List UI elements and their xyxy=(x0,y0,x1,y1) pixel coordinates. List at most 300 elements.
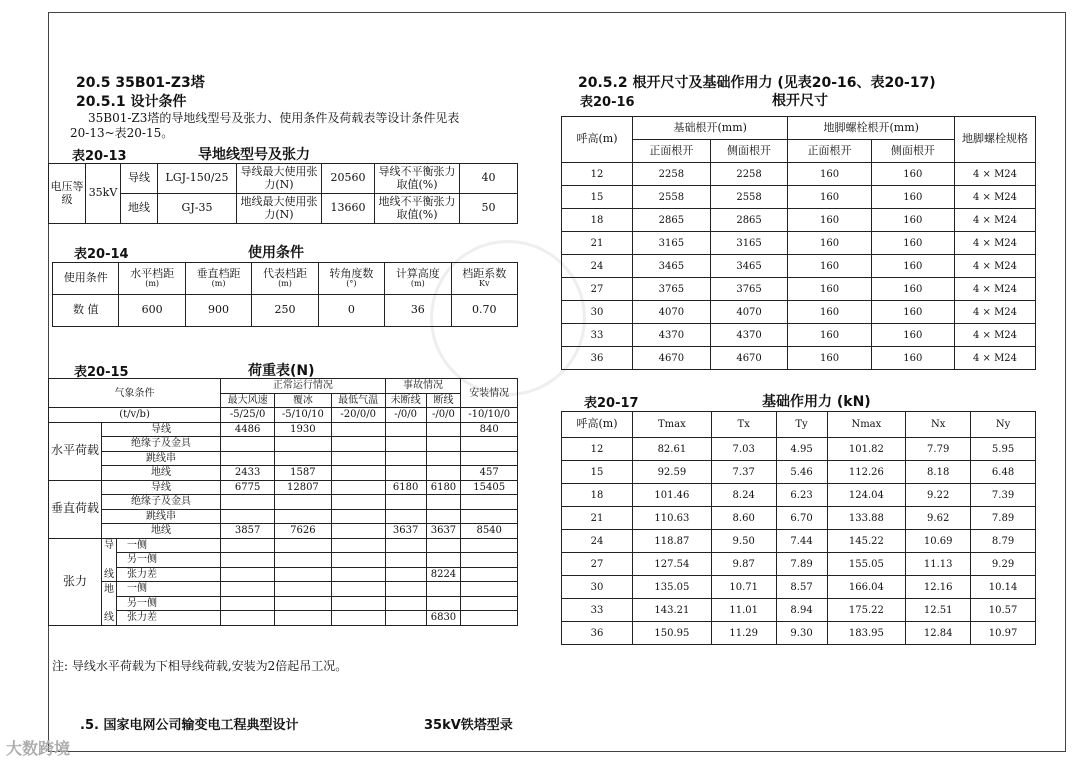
t16-cell: 160 xyxy=(871,347,954,370)
t17-cell: 110.63 xyxy=(633,507,712,530)
t16-cell: 160 xyxy=(871,301,954,324)
t16-cell: 12 xyxy=(562,163,633,186)
t17-title: 基础作用力 (kN) xyxy=(762,394,871,410)
t14-header-unit: (m) xyxy=(145,279,160,289)
t15-code: 表20-15 xyxy=(74,365,129,380)
cond-value-5: -10/10/0 xyxy=(461,408,518,423)
t17-cell: 8.24 xyxy=(711,484,776,507)
note: 注: 导线水平荷载为下相导线荷载,安装为2倍起吊工况。 xyxy=(52,659,348,673)
tension-value xyxy=(221,567,275,582)
tension-value xyxy=(275,553,332,568)
t14-value: 0 xyxy=(318,295,384,327)
t17-cell: 112.26 xyxy=(827,461,906,484)
load-value xyxy=(385,509,426,524)
accident-header: 事故情况 xyxy=(385,379,461,394)
t16-cell: 4670 xyxy=(633,347,711,370)
t17-cell: 7.44 xyxy=(776,530,827,553)
tension-item: 张力差 xyxy=(117,567,221,582)
t17-cell: 11.29 xyxy=(711,622,776,645)
t16-cell: 33 xyxy=(562,324,633,347)
tension-value xyxy=(331,553,385,568)
t14-header-6 xyxy=(451,263,517,295)
t16-cell: 160 xyxy=(788,301,871,324)
t16-cell: 3165 xyxy=(633,232,711,255)
t16-cell: 4070 xyxy=(710,301,788,324)
wire-mark: 线 xyxy=(102,611,117,626)
tension-value xyxy=(221,596,275,611)
t17-cell: 15 xyxy=(562,461,633,484)
tension-value xyxy=(426,596,461,611)
t17-cell: 18 xyxy=(562,484,633,507)
t14-header-unit: (m) xyxy=(211,279,226,289)
load-value xyxy=(461,509,518,524)
load-item: 跳线串 xyxy=(102,451,221,466)
load-value xyxy=(385,422,426,437)
t17-header-6: Ny xyxy=(971,412,1036,438)
wire-mark: 线 xyxy=(102,567,117,582)
t17-cell: 7.89 xyxy=(776,553,827,576)
t17-cell: 10.69 xyxy=(906,530,971,553)
t16-cell: 3465 xyxy=(710,255,788,278)
t17-cell: 8.94 xyxy=(776,599,827,622)
t17-cell: 150.95 xyxy=(633,622,712,645)
cond-value-0: -5/25/0 xyxy=(221,408,275,423)
t17-cell: 133.88 xyxy=(827,507,906,530)
t17-cell: 10.71 xyxy=(711,576,776,599)
load-item: 绝缘子及金具 xyxy=(102,495,221,510)
cond-value-2: -20/0/0 xyxy=(331,408,385,423)
cond-col-1: 覆冰 xyxy=(275,393,332,408)
t16-cell: 3765 xyxy=(710,278,788,301)
t17-cell: 21 xyxy=(562,507,633,530)
load-value xyxy=(275,495,332,510)
t16-cell: 2258 xyxy=(633,163,711,186)
load-value xyxy=(331,480,385,495)
t14-header-unit: (m) xyxy=(410,279,425,289)
t17-cell: 101.46 xyxy=(633,484,712,507)
t17-cell: 118.87 xyxy=(633,530,712,553)
load-item: 地线 xyxy=(102,466,221,481)
t14-header-1 xyxy=(119,263,185,295)
t17-cell: 7.79 xyxy=(906,438,971,461)
t17-cell: 8.18 xyxy=(906,461,971,484)
t17-header-1: Tmax xyxy=(633,412,712,438)
tension-value: 8224 xyxy=(426,567,461,582)
load-value xyxy=(426,437,461,452)
t17-code: 表20-17 xyxy=(584,396,639,411)
weather-label: 气象条件 xyxy=(49,379,221,408)
load-value: 6775 xyxy=(221,480,275,495)
load-value: 1587 xyxy=(275,466,332,481)
t17-header-3: Ty xyxy=(776,412,827,438)
section-title: 20.5 35B01-Z3塔 xyxy=(76,75,205,91)
load-value xyxy=(426,466,461,481)
t16-cell: 4 × M24 xyxy=(955,186,1036,209)
load-item: 导线 xyxy=(102,480,221,495)
tension-value xyxy=(385,567,426,582)
t14-header-5 xyxy=(385,263,451,295)
t17-cell: 155.05 xyxy=(827,553,906,576)
t16-cell: 160 xyxy=(871,186,954,209)
load-value xyxy=(461,451,518,466)
t16-cell: 2258 xyxy=(710,163,788,186)
t14-header-label: 水平档距 xyxy=(130,267,175,281)
t16-cell: 160 xyxy=(788,232,871,255)
tension-value xyxy=(461,553,518,568)
wire-mark xyxy=(102,553,117,568)
t16-cell: 4 × M24 xyxy=(955,209,1036,232)
load-value: 840 xyxy=(461,422,518,437)
load-value xyxy=(221,451,275,466)
t17-cell: 124.04 xyxy=(827,484,906,507)
t17-cell: 11.13 xyxy=(906,553,971,576)
load-value: 7626 xyxy=(275,524,332,539)
t15-title: 荷重表(N) xyxy=(248,363,315,379)
load-value xyxy=(331,466,385,481)
wire-mark: 导 xyxy=(102,538,117,553)
table-20-13 xyxy=(48,163,518,224)
t13-code: 表20-13 xyxy=(72,149,127,164)
t17-cell: 7.89 xyxy=(971,507,1036,530)
load-value xyxy=(385,451,426,466)
t14-row-label: 数 值 xyxy=(53,295,119,327)
conductor-unbal: 40 xyxy=(460,164,518,194)
t17-cell: 24 xyxy=(562,530,633,553)
t17-cell: 6.48 xyxy=(971,461,1036,484)
t16-cell: 160 xyxy=(871,209,954,232)
t16-cell: 160 xyxy=(871,255,954,278)
load-item: 绝缘子及金具 xyxy=(102,437,221,452)
t14-value: 36 xyxy=(385,295,451,327)
t17-cell: 183.95 xyxy=(827,622,906,645)
load-value: 3637 xyxy=(426,524,461,539)
load-value xyxy=(221,509,275,524)
tension-value xyxy=(461,538,518,553)
t17-cell: 143.21 xyxy=(633,599,712,622)
t14-header-2 xyxy=(185,263,251,295)
t17-cell: 82.61 xyxy=(633,438,712,461)
tension-value xyxy=(221,611,275,626)
tension-value xyxy=(331,567,385,582)
t17-cell: 36 xyxy=(562,622,633,645)
t17-cell: 6.70 xyxy=(776,507,827,530)
intro-line-2: 20-13~表20-15。 xyxy=(70,126,174,140)
tension-value xyxy=(221,582,275,597)
t16-code: 表20-16 xyxy=(580,95,635,110)
load-value xyxy=(426,422,461,437)
logo-watermark: 大数跨境 xyxy=(6,739,71,758)
tension-value xyxy=(426,553,461,568)
t14-title: 使用条件 xyxy=(248,245,304,261)
t16-cell: 36 xyxy=(562,347,633,370)
load-value xyxy=(221,437,275,452)
tension-value xyxy=(385,538,426,553)
load-value xyxy=(331,524,385,539)
t17-cell: 127.54 xyxy=(633,553,712,576)
t17-cell: 4.95 xyxy=(776,438,827,461)
load-value xyxy=(275,437,332,452)
tension-value xyxy=(426,538,461,553)
t16-cell: 3765 xyxy=(633,278,711,301)
load-item: 地线 xyxy=(102,524,221,539)
t16-cell: 4 × M24 xyxy=(955,347,1036,370)
cond-value-1: -5/10/10 xyxy=(275,408,332,423)
t17-cell: 9.62 xyxy=(906,507,971,530)
t17-cell: 30 xyxy=(562,576,633,599)
t17-cell: 92.59 xyxy=(633,461,712,484)
voltage-label: 电压等级 xyxy=(49,164,86,224)
table-20-14 xyxy=(52,262,518,327)
t17-cell: 9.50 xyxy=(711,530,776,553)
voltage-value: 35kV xyxy=(86,164,121,224)
conductor-tension-label: 导线最大使用张力(N) xyxy=(237,164,322,194)
t16-sub-header: 侧面根开 xyxy=(871,140,954,163)
tension-item: 一侧 xyxy=(117,582,221,597)
load-value: 6180 xyxy=(385,480,426,495)
t17-cell: 7.39 xyxy=(971,484,1036,507)
load-value xyxy=(221,495,275,510)
tension-value xyxy=(275,596,332,611)
load-value: 8540 xyxy=(461,524,518,539)
t16-cell: 30 xyxy=(562,301,633,324)
t16-cell: 160 xyxy=(788,278,871,301)
tension-value xyxy=(275,611,332,626)
t16-cell: 4 × M24 xyxy=(955,255,1036,278)
t16-cell: 18 xyxy=(562,209,633,232)
cond-col-3: 未断线 xyxy=(385,393,426,408)
t17-cell: 101.82 xyxy=(827,438,906,461)
tension-value xyxy=(275,567,332,582)
t17-cell: 10.57 xyxy=(971,599,1036,622)
tension-value xyxy=(385,553,426,568)
t14-value: 600 xyxy=(119,295,185,327)
t17-header-2: Tx xyxy=(711,412,776,438)
cond-value-3: -/0/0 xyxy=(385,408,426,423)
tension-value xyxy=(331,582,385,597)
footer-left: .5. 国家电网公司输变电工程典型设计 xyxy=(80,718,299,733)
load-value: 15405 xyxy=(461,480,518,495)
t16-cell: 160 xyxy=(788,347,871,370)
tension-value xyxy=(275,538,332,553)
subsection-title: 20.5.1 设计条件 xyxy=(76,94,187,110)
load-value: 1930 xyxy=(275,422,332,437)
normal-header: 正常运行情况 xyxy=(221,379,386,394)
t17-cell: 9.30 xyxy=(776,622,827,645)
t16-cell: 2558 xyxy=(633,186,711,209)
t16-cell: 4 × M24 xyxy=(955,278,1036,301)
t17-cell: 8.57 xyxy=(776,576,827,599)
conductor-unbal-label: 导线不平衡张力取值(%) xyxy=(375,164,460,194)
intro-line-1: 35B01-Z3塔的导地线型号及张力、使用条件及荷载表等设计条件见表 xyxy=(88,111,460,125)
t16-cell: 2865 xyxy=(633,209,711,232)
load-item: 导线 xyxy=(102,422,221,437)
t16-cell: 24 xyxy=(562,255,633,278)
tension-value xyxy=(461,567,518,582)
t17-header-5: Nx xyxy=(906,412,971,438)
t16-cell: 2558 xyxy=(710,186,788,209)
load-value xyxy=(461,437,518,452)
t16-cell: 4670 xyxy=(710,347,788,370)
tension-value xyxy=(275,582,332,597)
t17-cell: 7.37 xyxy=(711,461,776,484)
t16-cell: 160 xyxy=(788,163,871,186)
t17-cell: 12.16 xyxy=(906,576,971,599)
load-value xyxy=(331,437,385,452)
cond-value-4: -/0/0 xyxy=(426,408,461,423)
t16-root-header: 基础根开(mm) xyxy=(633,117,788,140)
t14-header-label: 使用条件 xyxy=(63,271,108,285)
t16-title: 根开尺寸 xyxy=(772,93,828,109)
t17-cell: 9.22 xyxy=(906,484,971,507)
conductor-model: LGJ-150/25 xyxy=(158,164,237,194)
t17-cell: 7.03 xyxy=(711,438,776,461)
t17-cell: 9.29 xyxy=(971,553,1036,576)
t14-header-unit: (m) xyxy=(278,279,292,289)
wire-mark: 地 xyxy=(102,582,117,597)
t17-cell: 10.97 xyxy=(971,622,1036,645)
conductor-tension: 20560 xyxy=(322,164,375,194)
load-value: 3857 xyxy=(221,524,275,539)
ground-unbal-label: 地线不平衡张力取值(%) xyxy=(375,194,460,224)
tension-value xyxy=(385,596,426,611)
t16-cell: 15 xyxy=(562,186,633,209)
tension-item: 另一侧 xyxy=(117,553,221,568)
t17-cell: 12.51 xyxy=(906,599,971,622)
t17-cell: 8.79 xyxy=(971,530,1036,553)
ground-label: 地线 xyxy=(121,194,158,224)
t14-header-label: 档距系数 xyxy=(462,267,507,281)
weather-unit: (t/v/b) xyxy=(49,408,221,423)
t16-cell: 160 xyxy=(788,209,871,232)
load-value: 457 xyxy=(461,466,518,481)
load-value xyxy=(461,495,518,510)
t17-cell: 5.46 xyxy=(776,461,827,484)
load-value xyxy=(426,509,461,524)
load-value xyxy=(385,495,426,510)
t17-cell: 166.04 xyxy=(827,576,906,599)
t17-cell: 12 xyxy=(562,438,633,461)
tension-item: 另一侧 xyxy=(117,596,221,611)
t16-cell: 3465 xyxy=(633,255,711,278)
table-20-15 xyxy=(48,378,518,626)
t16-sub-header: 侧面根开 xyxy=(710,140,788,163)
table-20-16 xyxy=(561,116,1036,370)
load-value: 12807 xyxy=(275,480,332,495)
load-value: 6180 xyxy=(426,480,461,495)
load-value xyxy=(275,509,332,524)
t17-cell: 12.84 xyxy=(906,622,971,645)
t16-cell: 160 xyxy=(871,232,954,255)
tension-value xyxy=(461,596,518,611)
load-item: 跳线串 xyxy=(102,509,221,524)
t16-cell: 3165 xyxy=(710,232,788,255)
ground-tension: 13660 xyxy=(322,194,375,224)
t14-header-unit: Kv xyxy=(479,279,490,289)
t16-cell: 160 xyxy=(871,278,954,301)
t17-cell: 10.14 xyxy=(971,576,1036,599)
t16-cell: 4370 xyxy=(633,324,711,347)
t16-cell: 27 xyxy=(562,278,633,301)
t16-cell: 2865 xyxy=(710,209,788,232)
t16-cell: 4 × M24 xyxy=(955,324,1036,347)
t16-sub-header: 正面根开 xyxy=(633,140,711,163)
tension-value xyxy=(221,553,275,568)
cond-col-2: 最低气温 xyxy=(331,393,385,408)
tension-item: 一侧 xyxy=(117,538,221,553)
t16-cell: 160 xyxy=(871,324,954,347)
t14-header-label: 转角度数 xyxy=(329,267,374,281)
t17-cell: 175.22 xyxy=(827,599,906,622)
tension-value xyxy=(461,582,518,597)
t14-value: 250 xyxy=(252,295,318,327)
t16-cell: 4 × M24 xyxy=(955,163,1036,186)
load-value xyxy=(331,451,385,466)
tension-value xyxy=(221,538,275,553)
t14-value: 0.70 xyxy=(451,295,517,327)
right-section-title: 20.5.2 根开尺寸及基础作用力 (见表20-16、表20-17) xyxy=(578,75,936,91)
cond-col-0: 最大风速 xyxy=(221,393,275,408)
t16-cell: 4370 xyxy=(710,324,788,347)
t14-header-3 xyxy=(252,263,318,295)
t16-cell: 4 × M24 xyxy=(955,232,1036,255)
tension-value xyxy=(385,611,426,626)
t17-cell: 145.22 xyxy=(827,530,906,553)
tension-value xyxy=(331,611,385,626)
tension-value xyxy=(385,582,426,597)
load-value: 3637 xyxy=(385,524,426,539)
footer-right: 35kV铁塔型录 xyxy=(424,718,513,733)
tension-value xyxy=(426,582,461,597)
tension-value xyxy=(331,596,385,611)
load-value: 4486 xyxy=(221,422,275,437)
t17-cell: 27 xyxy=(562,553,633,576)
t16-height-header: 呼高(m) xyxy=(562,117,633,163)
load-value xyxy=(385,466,426,481)
t14-code: 表20-14 xyxy=(74,247,129,262)
t16-sub-header: 正面根开 xyxy=(788,140,871,163)
ground-model: GJ-35 xyxy=(158,194,237,224)
t14-header-label: 计算高度 xyxy=(395,267,440,281)
t16-cell: 160 xyxy=(871,163,954,186)
cond-col-4: 断线 xyxy=(426,393,461,408)
t16-spec-header: 地脚螺栓规格 xyxy=(955,117,1036,163)
t17-cell: 6.23 xyxy=(776,484,827,507)
t14-header-4 xyxy=(318,263,384,295)
wire-mark xyxy=(102,596,117,611)
ground-unbal: 50 xyxy=(460,194,518,224)
tension-value: 6830 xyxy=(426,611,461,626)
t17-cell: 135.05 xyxy=(633,576,712,599)
t16-cell: 4 × M24 xyxy=(955,301,1036,324)
t17-cell: 5.95 xyxy=(971,438,1036,461)
load-value: 2433 xyxy=(221,466,275,481)
t14-value: 900 xyxy=(185,295,251,327)
load-value xyxy=(331,422,385,437)
install-header: 安装情况 xyxy=(461,379,518,408)
tension-value xyxy=(461,611,518,626)
t16-bolt-header: 地脚螺栓根开(mm) xyxy=(788,117,955,140)
t17-cell: 11.01 xyxy=(711,599,776,622)
tension-item: 张力差 xyxy=(117,611,221,626)
t14-header-0 xyxy=(53,263,119,295)
load-value xyxy=(426,495,461,510)
t14-header-unit: (°) xyxy=(346,279,357,289)
conductor-label: 导线 xyxy=(121,164,158,194)
t16-cell: 160 xyxy=(788,255,871,278)
t17-header-0: 呼高(m) xyxy=(562,412,633,438)
t16-cell: 160 xyxy=(788,324,871,347)
table-20-17 xyxy=(561,411,1036,645)
